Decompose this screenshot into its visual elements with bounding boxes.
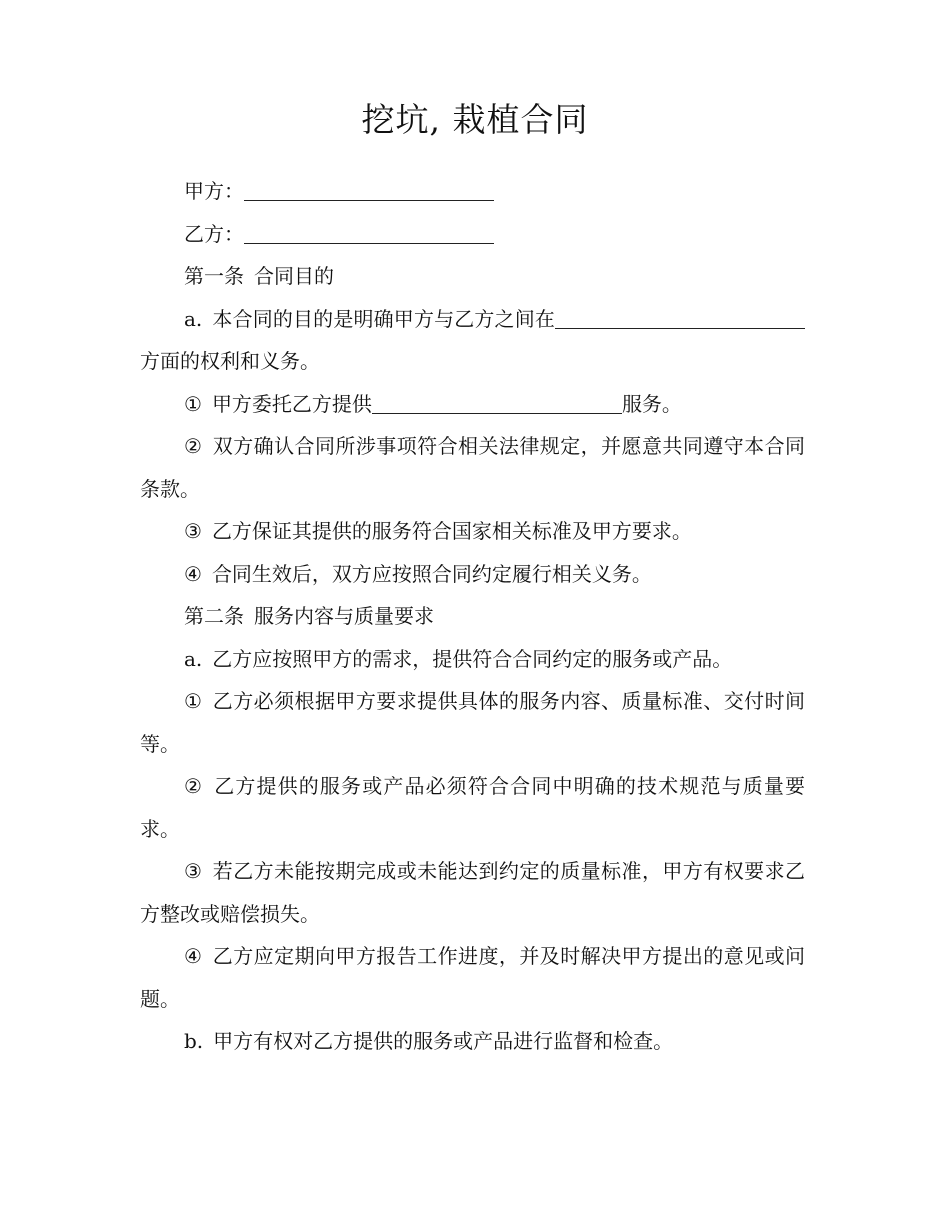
service-blank xyxy=(372,387,622,414)
clause-text: 本合同的目的是明确甲方与乙方之间在 xyxy=(212,306,555,331)
clause-marker: a. xyxy=(184,306,203,331)
article-1-heading xyxy=(140,255,805,298)
article-1-number: 第一条 xyxy=(184,264,244,288)
item-marker: ② xyxy=(184,774,204,798)
article-1-item-1 xyxy=(140,383,805,426)
document-title: 挖坑, 栽植合同 xyxy=(361,100,589,139)
item-marker: ④ xyxy=(184,944,203,968)
item-marker: ② xyxy=(184,434,203,458)
article-1-title: 合同目的 xyxy=(254,264,334,288)
article-2-item-2 xyxy=(140,765,805,850)
item-marker: ③ xyxy=(184,519,202,543)
article-2-clause-b xyxy=(140,1020,805,1063)
item-text: 乙方应定期向甲方报告工作进度，并及时解决甲方提出的意见或问题。 xyxy=(140,944,806,1011)
item-text: 若乙方未能按期完成或未能达到约定的质量标准，甲方有权要求乙方整改或赔偿损失。 xyxy=(140,859,806,926)
clause-text-cont: 方面的权利和义务。 xyxy=(140,349,320,373)
article-2-clause-a xyxy=(140,638,805,681)
party-b-blank xyxy=(244,217,494,244)
article-2-item-3 xyxy=(140,850,805,935)
party-a-blank xyxy=(244,174,494,201)
clause-text: 乙方应按照甲方的需求，提供符合合同约定的服务或产品。 xyxy=(212,646,733,671)
item-text: 乙方保证其提供的服务符合国家相关标准及甲方要求。 xyxy=(211,519,692,543)
purpose-blank xyxy=(555,302,805,329)
clause-marker: a. xyxy=(184,646,203,671)
item-marker: ③ xyxy=(184,859,203,883)
item-text: 乙方提供的服务或产品必须符合合同中明确的技术规范与质量要求。 xyxy=(140,774,806,841)
article-1-item-2 xyxy=(140,425,805,510)
item-text: 合同生效后，双方应按照合同约定履行相关义务。 xyxy=(211,561,652,586)
article-2-heading xyxy=(140,595,805,638)
item-marker: ④ xyxy=(184,561,202,586)
article-1-item-4 xyxy=(140,553,805,596)
article-2-item-1 xyxy=(140,680,805,765)
item-marker: ① xyxy=(184,689,203,713)
party-b-label: 乙方： xyxy=(184,221,244,246)
item-text-cont: 服务。 xyxy=(621,391,682,416)
item-text: 乙方必须根据甲方要求提供具体的服务内容、质量标准、交付时间等。 xyxy=(140,689,806,756)
document-body xyxy=(140,170,805,1063)
clause-text: 甲方有权对乙方提供的服务或产品进行监督和检查。 xyxy=(213,1029,674,1053)
article-2-title: 服务内容与质量要求 xyxy=(254,604,434,628)
item-text: 甲方委托乙方提供 xyxy=(211,391,372,416)
party-b-line xyxy=(140,213,805,256)
article-1-clause-a xyxy=(140,298,805,383)
item-text: 双方确认合同所涉事项符合相关法律规定，并愿意共同遵守本合同条款。 xyxy=(140,434,806,501)
article-1-item-3 xyxy=(140,510,805,553)
article-2-number: 第二条 xyxy=(184,604,244,628)
party-a-line xyxy=(140,170,805,213)
party-a-label: 甲方： xyxy=(184,179,244,203)
clause-marker: b. xyxy=(184,1029,204,1053)
item-marker: ① xyxy=(184,391,202,416)
article-2-item-4 xyxy=(140,935,805,1020)
